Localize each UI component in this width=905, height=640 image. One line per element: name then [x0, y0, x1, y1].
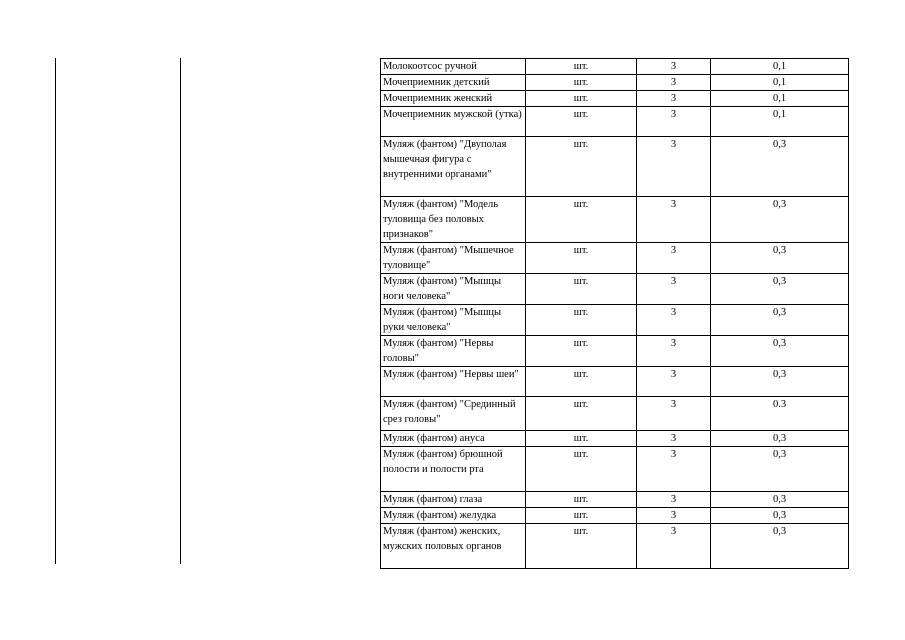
item-coefficient: 0,3 — [711, 431, 849, 447]
table-row — [381, 336, 849, 367]
item-name: Муляж (фантом) глаза — [381, 492, 526, 508]
item-name: Мочеприемник детский — [381, 75, 526, 91]
item-name: Муляж (фантом) женских, мужских половых органов — [381, 524, 526, 569]
item-name: Муляж (фантом) желудка — [381, 508, 526, 524]
table-row — [381, 508, 849, 524]
item-quantity: 3 — [637, 431, 711, 447]
table-row — [381, 274, 849, 305]
item-name: Муляж (фантом) "Мышцы руки человека" — [381, 305, 526, 336]
item-unit: шт. — [526, 508, 637, 524]
table-row — [381, 367, 849, 397]
item-coefficient: 0,1 — [711, 107, 849, 137]
item-unit: шт. — [526, 137, 637, 197]
item-coefficient: 0,3 — [711, 336, 849, 367]
item-unit: шт. — [526, 431, 637, 447]
item-quantity: 3 — [637, 59, 711, 75]
table-row — [381, 492, 849, 508]
item-name: Муляж (фантом) "Модель туловища без половых признаков" — [381, 197, 526, 243]
table-row — [381, 431, 849, 447]
item-coefficient: 0,1 — [711, 91, 849, 107]
item-name: Муляж (фантом) "Нервы головы" — [381, 336, 526, 367]
table-row — [381, 397, 849, 431]
table-row — [381, 137, 849, 197]
item-unit: шт. — [526, 336, 637, 367]
left-column-border — [55, 58, 56, 564]
item-quantity: 3 — [637, 197, 711, 243]
item-quantity: 3 — [637, 107, 711, 137]
item-unit: шт. — [526, 274, 637, 305]
item-unit: шт. — [526, 492, 637, 508]
item-unit: шт. — [526, 243, 637, 274]
item-quantity: 3 — [637, 91, 711, 107]
item-quantity: 3 — [637, 397, 711, 431]
item-coefficient: 0,3 — [711, 274, 849, 305]
item-coefficient: 0,3 — [711, 492, 849, 508]
item-unit: шт. — [526, 305, 637, 336]
item-coefficient: 0,1 — [711, 59, 849, 75]
table-row — [381, 91, 849, 107]
item-name: Мочеприемник женский — [381, 91, 526, 107]
table-row — [381, 524, 849, 569]
item-coefficient: 0,3 — [711, 367, 849, 397]
item-name: Муляж (фантом) "Мышечное туловище" — [381, 243, 526, 274]
item-unit: шт. — [526, 59, 637, 75]
item-unit: шт. — [526, 447, 637, 492]
item-quantity: 3 — [637, 492, 711, 508]
item-name: Муляж (фантом) ануса — [381, 431, 526, 447]
item-unit: шт. — [526, 91, 637, 107]
item-quantity: 3 — [637, 75, 711, 91]
item-unit: шт. — [526, 367, 637, 397]
table-row — [381, 75, 849, 91]
item-name: Муляж (фантом) "Мышцы ноги человека" — [381, 274, 526, 305]
item-coefficient: 0,3 — [711, 243, 849, 274]
item-unit: шт. — [526, 524, 637, 569]
item-name: Молокоотсос ручной — [381, 59, 526, 75]
item-coefficient: 0,3 — [711, 524, 849, 569]
item-coefficient: 0,3 — [711, 447, 849, 492]
item-unit: шт. — [526, 107, 637, 137]
item-name: Муляж (фантом) "Срединный срез головы" — [381, 397, 526, 431]
item-quantity: 3 — [637, 274, 711, 305]
item-unit: шт. — [526, 197, 637, 243]
table-row — [381, 197, 849, 243]
item-coefficient: 0,3 — [711, 508, 849, 524]
table-row — [381, 305, 849, 336]
table-row — [381, 447, 849, 492]
item-unit: шт. — [526, 75, 637, 91]
item-coefficient: 0,3 — [711, 305, 849, 336]
item-quantity: 3 — [637, 137, 711, 197]
item-name: Муляж (фантом) "Нервы шеи" — [381, 367, 526, 397]
item-quantity: 3 — [637, 367, 711, 397]
middle-column-border — [180, 58, 181, 564]
table-row — [381, 59, 849, 75]
item-coefficient: 0,1 — [711, 75, 849, 91]
item-quantity: 3 — [637, 524, 711, 569]
item-name: Муляж (фантом) "Двуполая мышечная фигура с внутренними органами" — [381, 137, 526, 197]
item-quantity: 3 — [637, 508, 711, 524]
equipment-table — [380, 58, 849, 569]
table-row — [381, 243, 849, 274]
item-quantity: 3 — [637, 336, 711, 367]
item-quantity: 3 — [637, 305, 711, 336]
item-coefficient: 0,3 — [711, 197, 849, 243]
item-name: Мочеприемник мужской (утка) — [381, 107, 526, 137]
table-row — [381, 107, 849, 137]
item-coefficient: 0.3 — [711, 397, 849, 431]
item-name: Муляж (фантом) брюшной полости и полости рта — [381, 447, 526, 492]
item-quantity: 3 — [637, 447, 711, 492]
item-unit: шт. — [526, 397, 637, 431]
item-coefficient: 0,3 — [711, 137, 849, 197]
item-quantity: 3 — [637, 243, 711, 274]
